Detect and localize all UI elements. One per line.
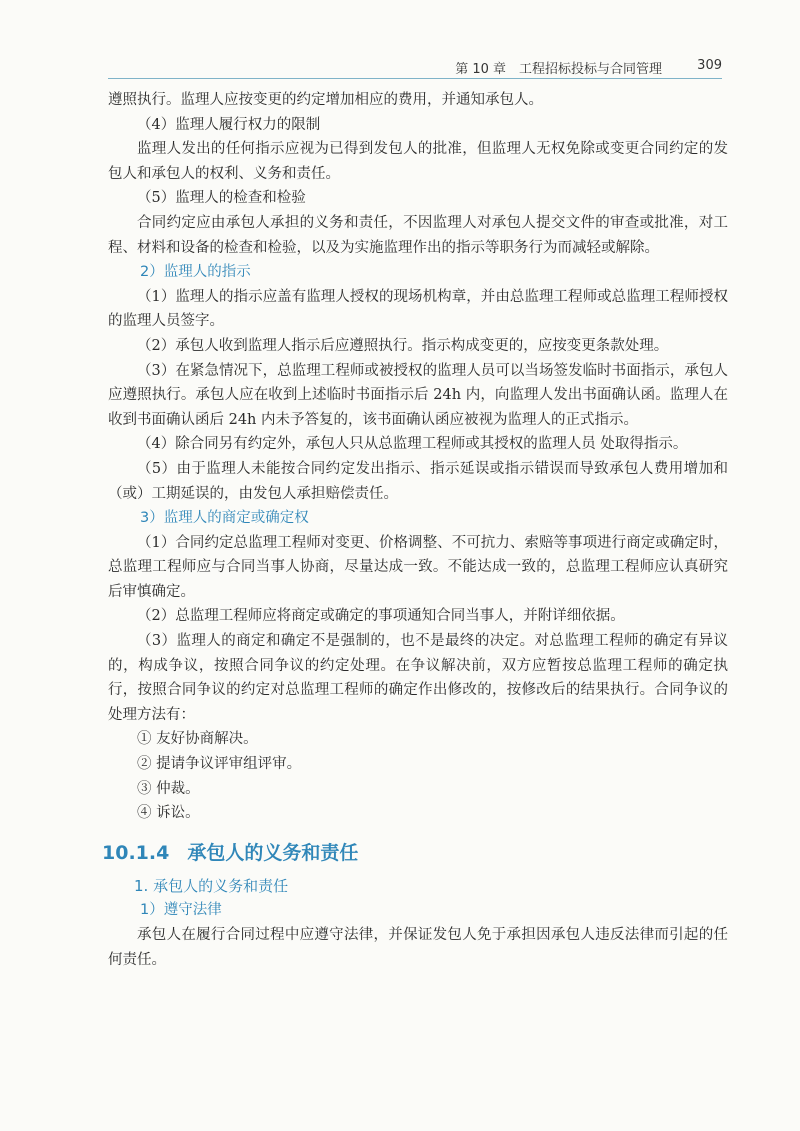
subsection-heading: 3）监理人的商定或确定权 xyxy=(140,510,309,527)
list-item: ② 提请争议评审组评审。 xyxy=(137,756,302,773)
section-heading xyxy=(102,840,728,866)
list-item: ① 友好协商解决。 xyxy=(137,731,258,748)
paragraph: 遵照执行。监理人应按变更的约定增加相应的费用，并通知承包人。 xyxy=(108,92,543,108)
list-item: ④ 诉讼。 xyxy=(137,805,200,822)
paragraph: （4）除合同另有约定外，承包人只从总监理工程师或其授权的监理人员 处取得指示。 xyxy=(137,436,688,453)
subsection-heading: 1）遵守法律 xyxy=(140,902,222,919)
paragraph: （3）在紧急情况下，总监理工程师或被授权的监理人员可以当场签发临时书面指示，承包人应遵照执行。承包人应在收到上述临时书面指示后 24h 内，向监理人发出书面确认函。监理人在收到书面确认函后 24h 内未予答复的，该书面确认函应被视为监理人的正式指示。 xyxy=(108,362,728,428)
page-number: 309 xyxy=(697,58,722,73)
paragraph: （1）合同约定总监理工程师对变更、价格调整、不可抗力、索赔等事项进行商定或确定时，总监理工程师应与合同当事人协商，尽量达成一致。不能达成一致的，总监理工程师应认真研究后审慎确定。 xyxy=(108,534,728,600)
running-header xyxy=(108,54,722,79)
paragraph: 合同约定应由承包人承担的义务和责任，不因监理人对承包人提交文件的审查或批准，对工程、材料和设备的检查和检验，以及为实施监理作出的指示等职务行为而减轻或解除。 xyxy=(108,214,728,256)
paragraph: （5）由于监理人未能按合同约定发出指示、指示延误或指示错误而导致承包人费用增加和（或）工期延误的，由发包人承担赔偿责任。 xyxy=(108,460,728,502)
paragraph: 监理人发出的任何指示应视为已得到发包人的批准，但监理人无权免除或变更合同约定的发包人和承包人的权利、义务和责任。 xyxy=(108,141,728,182)
chapter-title: 第 10 章 工程招标投标与合同管理 xyxy=(455,62,662,77)
paragraph: （1）监理人的指示应盖有监理人授权的现场机构章，并由总监理工程师或总监理工程师授权的监理人员签字。 xyxy=(108,288,728,330)
section-number: 10.1.4 xyxy=(102,841,170,864)
clause-heading: （5）监理人的检查和检验 xyxy=(137,190,306,207)
page-content xyxy=(102,88,728,972)
subsection-heading: 1. 承包人的义务和责任 xyxy=(134,876,289,895)
paragraph: （2）承包人收到监理人指示后应遵照执行。指示构成变更的，应按变更条款处理。 xyxy=(137,337,669,354)
paragraph: 承包人在履行合同过程中应遵守法律，并保证发包人免于承担因承包人违反法律而引起的任何责任。 xyxy=(108,927,728,968)
section-title: 承包人的义务和责任 xyxy=(187,841,359,864)
clause-heading: （4）监理人履行权力的限制 xyxy=(137,116,321,133)
paragraph: （3）监理人的商定和确定不是强制的，也不是最终的决定。对总监理工程师的确定有异议的，构成争议，按照合同争议的约定处理。在争议解决前，双方应暂按总监理工程师的确定执行，按照合同争议的约定对总监理工程师的确定作出修改的，按修改后的结果执行。合同争议的处理方法有： xyxy=(108,633,728,723)
paragraph: （2）总监理工程师应将商定或确定的事项通知合同当事人，并附详细依据。 xyxy=(137,608,625,625)
list-item: ③ 仲裁。 xyxy=(137,780,200,797)
subsection-heading: 2）监理人的指示 xyxy=(140,264,251,281)
